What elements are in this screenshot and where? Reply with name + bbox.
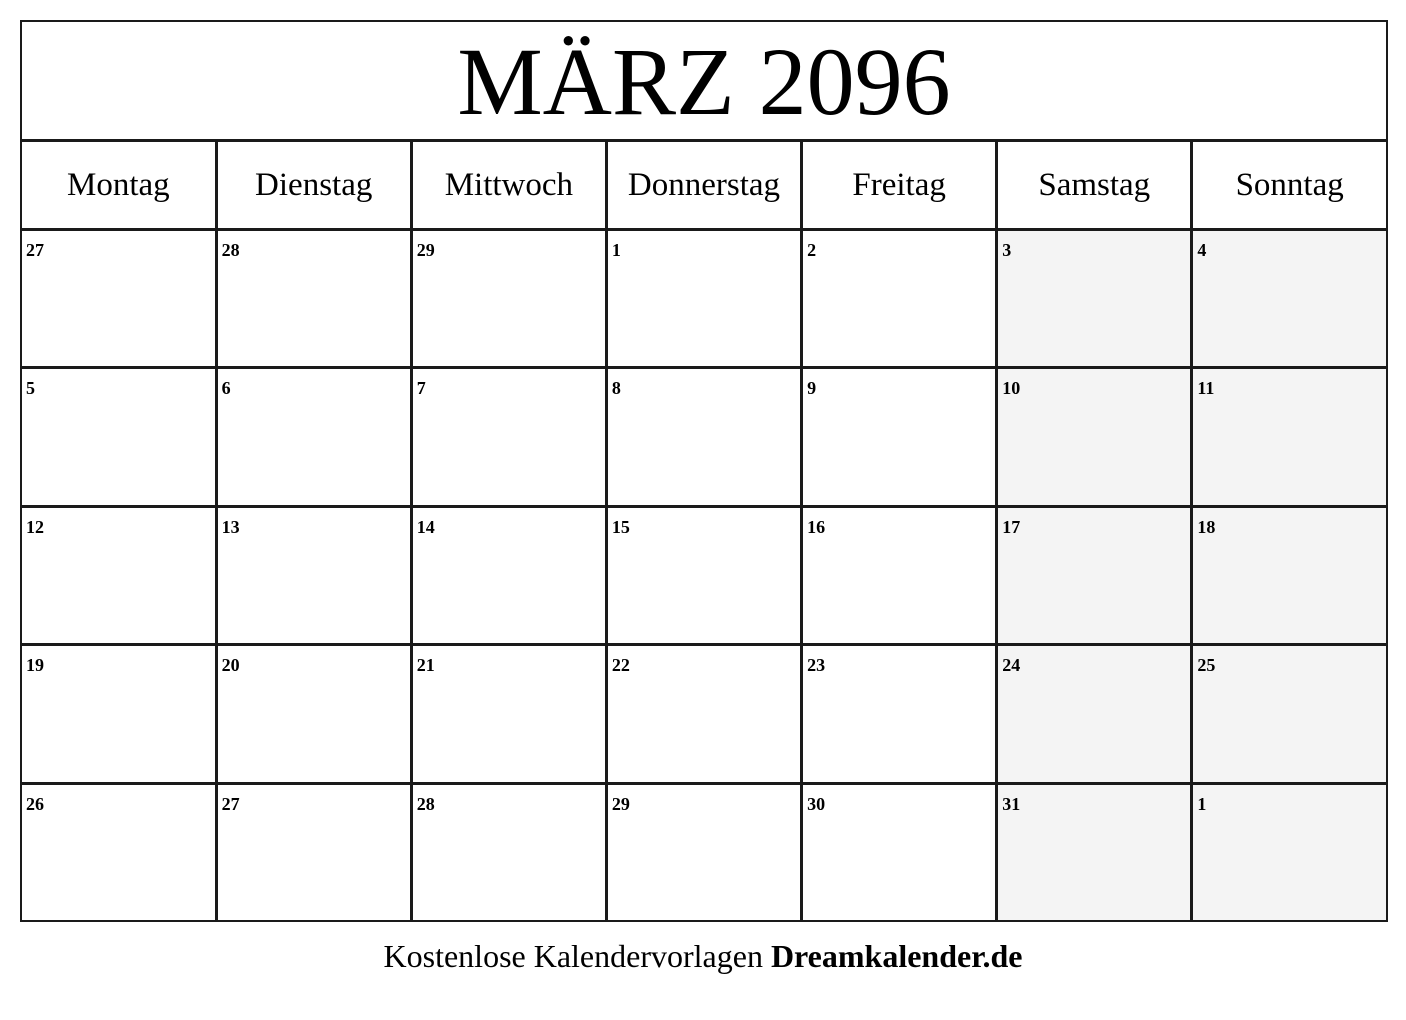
day-number: 26	[26, 793, 44, 814]
week-row	[21, 645, 1387, 783]
day-cell	[216, 230, 411, 368]
day-cell	[606, 506, 801, 644]
week-row	[21, 230, 1387, 368]
day-number: 8	[611, 378, 621, 399]
weekday-header-wednesday: Mittwoch	[411, 142, 606, 230]
day-cell	[606, 645, 801, 783]
footer	[0, 938, 1406, 975]
day-number: 15	[611, 516, 630, 537]
day-cell	[21, 368, 216, 506]
day-cell	[411, 506, 606, 644]
day-number: 21	[416, 655, 435, 676]
weekday-header-tuesday: Dienstag	[216, 142, 411, 230]
week-row	[21, 368, 1387, 506]
day-number: 25	[1197, 655, 1216, 676]
weekend-day-cell	[997, 645, 1192, 783]
day-number: 7	[416, 378, 426, 399]
day-number: 2	[807, 240, 817, 260]
day-cell	[802, 645, 997, 783]
weekend-day-cell	[997, 230, 1192, 368]
day-cell	[21, 783, 216, 921]
day-cell	[802, 506, 997, 644]
weekend-day-cell	[997, 783, 1192, 921]
week-row	[21, 783, 1387, 921]
day-number: 22	[611, 655, 630, 676]
day-number: 28	[221, 240, 240, 260]
weekend-day-cell	[1192, 783, 1387, 921]
day-cell	[216, 645, 411, 783]
month-year-title: MÄRZ 2096	[457, 27, 951, 135]
day-number: 24	[1002, 655, 1021, 676]
day-cell	[411, 230, 606, 368]
day-number: 29	[611, 793, 630, 814]
day-number: 13	[221, 516, 240, 537]
day-cell	[802, 368, 997, 506]
day-cell	[606, 368, 801, 506]
day-cell	[21, 506, 216, 644]
weekday-header-saturday: Samstag	[997, 142, 1192, 230]
day-cell	[411, 645, 606, 783]
day-number: 19	[26, 655, 44, 676]
day-cell	[216, 783, 411, 921]
day-number: 1	[1197, 793, 1207, 814]
calendar-grid	[20, 142, 1388, 922]
weekday-header-thursday: Donnerstag	[606, 142, 801, 230]
day-number: 31	[1002, 793, 1021, 814]
day-cell	[606, 230, 801, 368]
weekend-day-cell	[1192, 230, 1387, 368]
day-number: 1	[611, 240, 621, 260]
weekend-day-cell	[997, 506, 1192, 644]
day-number: 27	[221, 793, 240, 814]
day-number: 23	[807, 655, 826, 676]
footer-brand-link[interactable]: Dreamkalender.de	[770, 938, 1023, 974]
weekend-day-cell	[1192, 645, 1387, 783]
day-number: 29	[416, 240, 435, 260]
weekday-header-friday: Freitag	[802, 142, 997, 230]
day-number: 17	[1002, 516, 1021, 537]
day-number: 10	[1002, 378, 1021, 399]
day-number: 14	[416, 516, 435, 537]
calendar-title	[20, 20, 1388, 142]
day-number: 4	[1197, 240, 1207, 260]
weekend-day-cell	[1192, 506, 1387, 644]
day-number: 6	[221, 378, 231, 399]
day-cell	[21, 645, 216, 783]
weekday-header-monday: Montag	[21, 142, 216, 230]
day-cell	[802, 230, 997, 368]
day-cell	[216, 368, 411, 506]
day-number: 20	[221, 655, 240, 676]
day-cell	[802, 783, 997, 921]
day-cell	[411, 783, 606, 921]
day-cell	[606, 783, 801, 921]
day-cell	[21, 230, 216, 368]
day-number: 27	[26, 240, 44, 260]
weekday-header-row	[21, 142, 1387, 230]
day-number: 28	[416, 793, 435, 814]
day-number: 12	[26, 516, 44, 537]
weekday-header-sunday: Sonntag	[1192, 142, 1387, 230]
footer-text: Kostenlose Kalendervorlagen	[383, 938, 763, 974]
day-number: 11	[1197, 378, 1215, 399]
day-number: 3	[1002, 240, 1012, 260]
day-number: 18	[1197, 516, 1216, 537]
day-number: 16	[807, 516, 826, 537]
week-row	[21, 506, 1387, 644]
day-number: 9	[807, 378, 817, 399]
day-cell	[411, 368, 606, 506]
weekend-day-cell	[997, 368, 1192, 506]
weekend-day-cell	[1192, 368, 1387, 506]
day-number: 5	[26, 378, 35, 399]
day-number: 30	[807, 793, 826, 814]
day-cell	[216, 506, 411, 644]
